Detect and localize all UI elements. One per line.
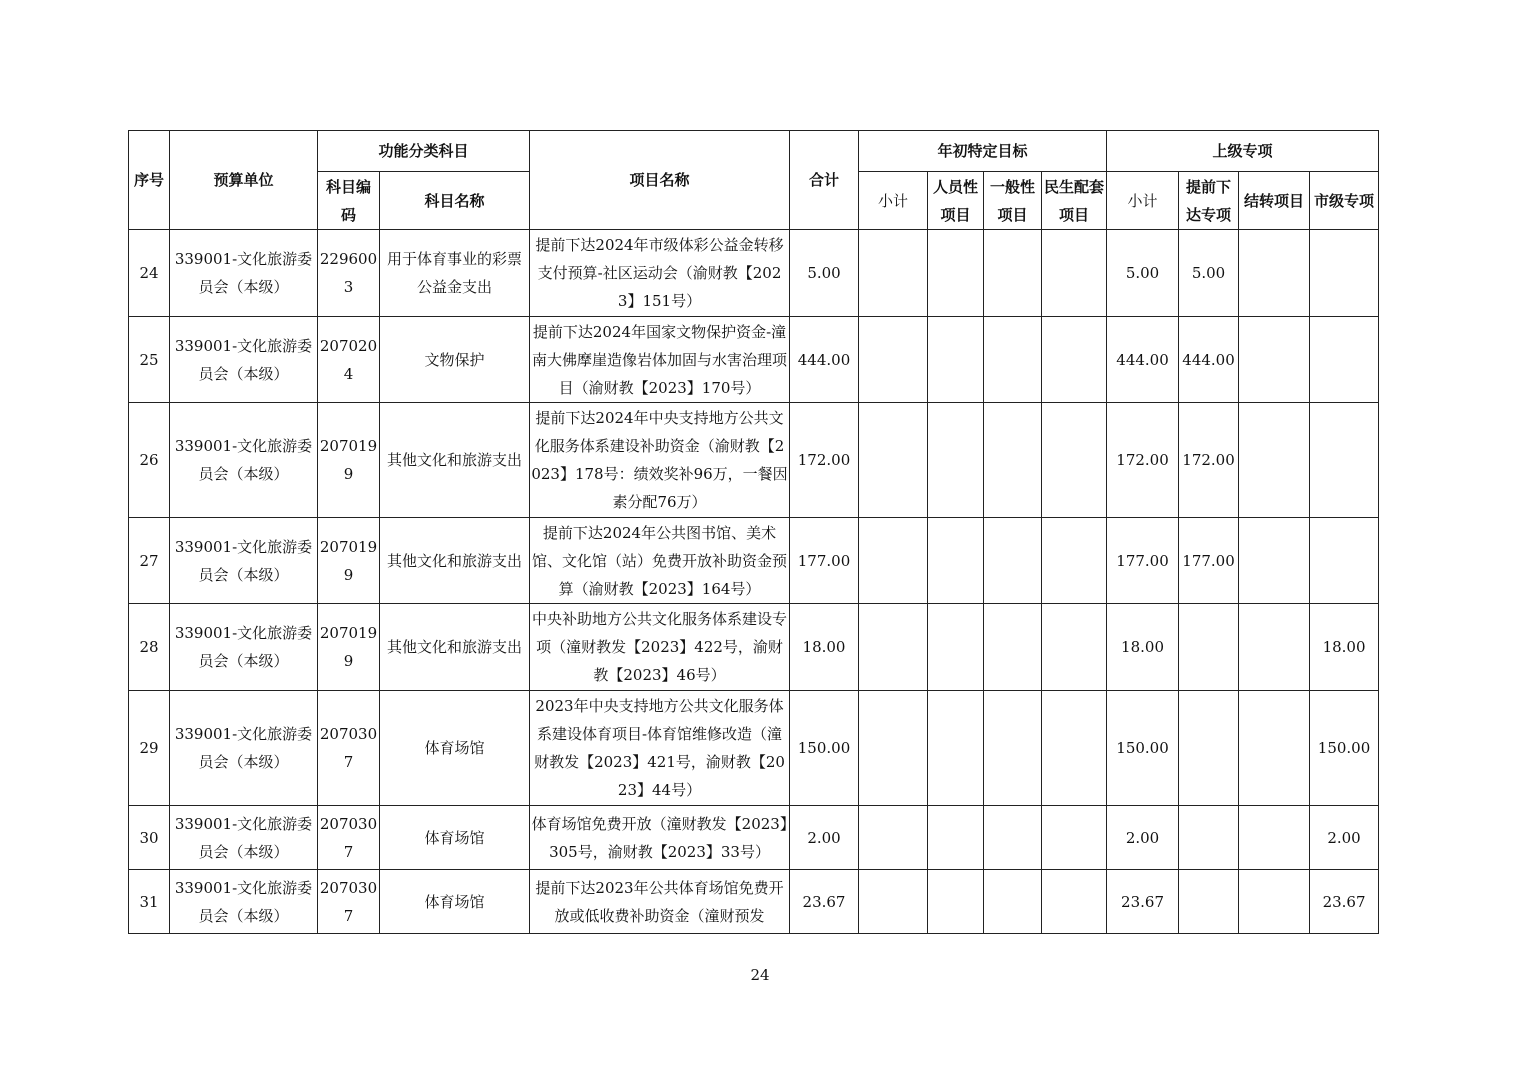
cell-seq: 24	[129, 230, 170, 317]
cell-t-subtotal	[859, 230, 928, 317]
cell-seq: 25	[129, 317, 170, 403]
cell-t-livelihood	[1042, 317, 1107, 403]
cell-project: 提前下达2024年公共图书馆、美术馆、文化馆（站）免费开放补助资金预算（渝财教【2023】164号）	[530, 518, 790, 604]
cell-u-city	[1310, 317, 1379, 403]
header-t-subtotal: 小计	[859, 172, 928, 230]
cell-t-general	[984, 230, 1042, 317]
cell-u-subtotal: 2.00	[1107, 806, 1179, 870]
cell-subject: 体育场馆	[380, 870, 530, 934]
cell-seq: 28	[129, 604, 170, 691]
budget-table	[128, 130, 1379, 934]
cell-total: 172.00	[790, 403, 859, 518]
cell-total: 444.00	[790, 317, 859, 403]
cell-t-personnel	[928, 518, 984, 604]
table-row	[129, 604, 1379, 691]
cell-subject: 其他文化和旅游支出	[380, 604, 530, 691]
cell-u-city: 18.00	[1310, 604, 1379, 691]
cell-project: 提前下达2023年公共体育场馆免费开放或低收费补助资金（潼财预发	[530, 870, 790, 934]
table-row	[129, 806, 1379, 870]
cell-unit: 339001-文化旅游委员会（本级）	[170, 604, 318, 691]
cell-total: 2.00	[790, 806, 859, 870]
cell-subject: 其他文化和旅游支出	[380, 403, 530, 518]
header-u-city: 市级专项	[1310, 172, 1379, 230]
cell-code: 2070307	[318, 806, 380, 870]
cell-u-advance	[1179, 870, 1239, 934]
header-t-personnel: 人员性项目	[928, 172, 984, 230]
cell-t-general	[984, 518, 1042, 604]
cell-t-general	[984, 691, 1042, 806]
cell-unit: 339001-文化旅游委员会（本级）	[170, 403, 318, 518]
cell-code: 2296003	[318, 230, 380, 317]
cell-t-general	[984, 403, 1042, 518]
cell-t-personnel	[928, 317, 984, 403]
cell-project: 提前下达2024年中央支持地方公共文化服务体系建设补助资金（渝财教【2023】178号：绩效奖补96万，一餐因素分配76万）	[530, 403, 790, 518]
cell-t-livelihood	[1042, 403, 1107, 518]
table-row	[129, 870, 1379, 934]
header-func-group: 功能分类科目	[318, 131, 530, 172]
cell-u-advance: 5.00	[1179, 230, 1239, 317]
cell-unit: 339001-文化旅游委员会（本级）	[170, 518, 318, 604]
cell-subject: 文物保护	[380, 317, 530, 403]
cell-total: 177.00	[790, 518, 859, 604]
cell-u-advance: 177.00	[1179, 518, 1239, 604]
cell-project: 提前下达2024年市级体彩公益金转移支付预算-社区运动会（渝财教【2023】151号）	[530, 230, 790, 317]
cell-u-advance	[1179, 604, 1239, 691]
cell-unit: 339001-文化旅游委员会（本级）	[170, 806, 318, 870]
cell-t-subtotal	[859, 317, 928, 403]
cell-code: 2070199	[318, 403, 380, 518]
cell-t-personnel	[928, 230, 984, 317]
header-t-general: 一般性项目	[984, 172, 1042, 230]
cell-seq: 27	[129, 518, 170, 604]
cell-u-carryover	[1239, 604, 1310, 691]
cell-t-livelihood	[1042, 518, 1107, 604]
cell-subject: 用于体育事业的彩票公益金支出	[380, 230, 530, 317]
cell-u-city: 2.00	[1310, 806, 1379, 870]
cell-code: 2070199	[318, 518, 380, 604]
cell-t-livelihood	[1042, 604, 1107, 691]
cell-u-carryover	[1239, 518, 1310, 604]
cell-t-livelihood	[1042, 691, 1107, 806]
cell-t-personnel	[928, 870, 984, 934]
cell-project: 2023年中央支持地方公共文化服务体系建设体育项目-体育馆维修改造（潼财教发【2023】421号，渝财教【2023】44号）	[530, 691, 790, 806]
cell-t-general	[984, 806, 1042, 870]
cell-u-carryover	[1239, 403, 1310, 518]
table-row	[129, 518, 1379, 604]
cell-total: 150.00	[790, 691, 859, 806]
header-u-subtotal: 小计	[1107, 172, 1179, 230]
cell-u-carryover	[1239, 317, 1310, 403]
cell-project: 体育场馆免费开放（潼财教发【2023】305号，渝财教【2023】33号）	[530, 806, 790, 870]
cell-t-livelihood	[1042, 870, 1107, 934]
cell-u-carryover	[1239, 870, 1310, 934]
cell-u-subtotal: 23.67	[1107, 870, 1179, 934]
cell-t-personnel	[928, 403, 984, 518]
header-t-livelihood: 民生配套项目	[1042, 172, 1107, 230]
cell-u-city	[1310, 403, 1379, 518]
table-row	[129, 403, 1379, 518]
cell-total: 23.67	[790, 870, 859, 934]
table-row	[129, 317, 1379, 403]
cell-unit: 339001-文化旅游委员会（本级）	[170, 870, 318, 934]
cell-project: 中央补助地方公共文化服务体系建设专项（潼财教发【2023】422号，渝财教【2023】46号）	[530, 604, 790, 691]
cell-t-personnel	[928, 806, 984, 870]
table-row	[129, 230, 1379, 317]
header-seq: 序号	[129, 131, 170, 230]
cell-unit: 339001-文化旅游委员会（本级）	[170, 691, 318, 806]
cell-code: 2070307	[318, 691, 380, 806]
cell-seq: 26	[129, 403, 170, 518]
cell-total: 18.00	[790, 604, 859, 691]
header-total: 合计	[790, 131, 859, 230]
cell-seq: 31	[129, 870, 170, 934]
cell-u-city	[1310, 230, 1379, 317]
table-row	[129, 691, 1379, 806]
cell-u-subtotal: 444.00	[1107, 317, 1179, 403]
cell-total: 5.00	[790, 230, 859, 317]
cell-u-advance	[1179, 806, 1239, 870]
cell-u-carryover	[1239, 691, 1310, 806]
cell-subject: 体育场馆	[380, 806, 530, 870]
cell-t-livelihood	[1042, 806, 1107, 870]
cell-seq: 30	[129, 806, 170, 870]
cell-u-subtotal: 177.00	[1107, 518, 1179, 604]
cell-u-city	[1310, 518, 1379, 604]
cell-subject: 体育场馆	[380, 691, 530, 806]
cell-t-subtotal	[859, 604, 928, 691]
table-header	[129, 131, 1379, 230]
cell-t-subtotal	[859, 806, 928, 870]
cell-u-advance: 172.00	[1179, 403, 1239, 518]
cell-t-personnel	[928, 691, 984, 806]
cell-unit: 339001-文化旅游委员会（本级）	[170, 317, 318, 403]
cell-u-carryover	[1239, 230, 1310, 317]
cell-u-subtotal: 172.00	[1107, 403, 1179, 518]
cell-u-subtotal: 150.00	[1107, 691, 1179, 806]
cell-subject: 其他文化和旅游支出	[380, 518, 530, 604]
cell-u-advance	[1179, 691, 1239, 806]
header-target-group: 年初特定目标	[859, 131, 1107, 172]
cell-code: 2070199	[318, 604, 380, 691]
header-upper-group: 上级专项	[1107, 131, 1379, 172]
page-number: 24	[750, 966, 770, 984]
cell-unit: 339001-文化旅游委员会（本级）	[170, 230, 318, 317]
header-project: 项目名称	[530, 131, 790, 230]
cell-t-general	[984, 317, 1042, 403]
cell-t-subtotal	[859, 691, 928, 806]
cell-code: 2070204	[318, 317, 380, 403]
cell-code: 2070307	[318, 870, 380, 934]
cell-t-subtotal	[859, 403, 928, 518]
cell-t-subtotal	[859, 518, 928, 604]
cell-u-subtotal: 18.00	[1107, 604, 1179, 691]
header-subject: 科目名称	[380, 172, 530, 230]
cell-project: 提前下达2024年国家文物保护资金-潼南大佛摩崖造像岩体加固与水害治理项目（渝财教【2023】170号）	[530, 317, 790, 403]
header-code: 科目编码	[318, 172, 380, 230]
table-body	[129, 230, 1379, 934]
cell-u-carryover	[1239, 806, 1310, 870]
cell-u-city: 150.00	[1310, 691, 1379, 806]
cell-u-city: 23.67	[1310, 870, 1379, 934]
cell-t-subtotal	[859, 870, 928, 934]
header-u-advance: 提前下达专项	[1179, 172, 1239, 230]
cell-t-personnel	[928, 604, 984, 691]
cell-seq: 29	[129, 691, 170, 806]
cell-u-subtotal: 5.00	[1107, 230, 1179, 317]
cell-u-advance: 444.00	[1179, 317, 1239, 403]
header-unit: 预算单位	[170, 131, 318, 230]
cell-t-general	[984, 604, 1042, 691]
cell-t-general	[984, 870, 1042, 934]
cell-t-livelihood	[1042, 230, 1107, 317]
header-u-carryover: 结转项目	[1239, 172, 1310, 230]
